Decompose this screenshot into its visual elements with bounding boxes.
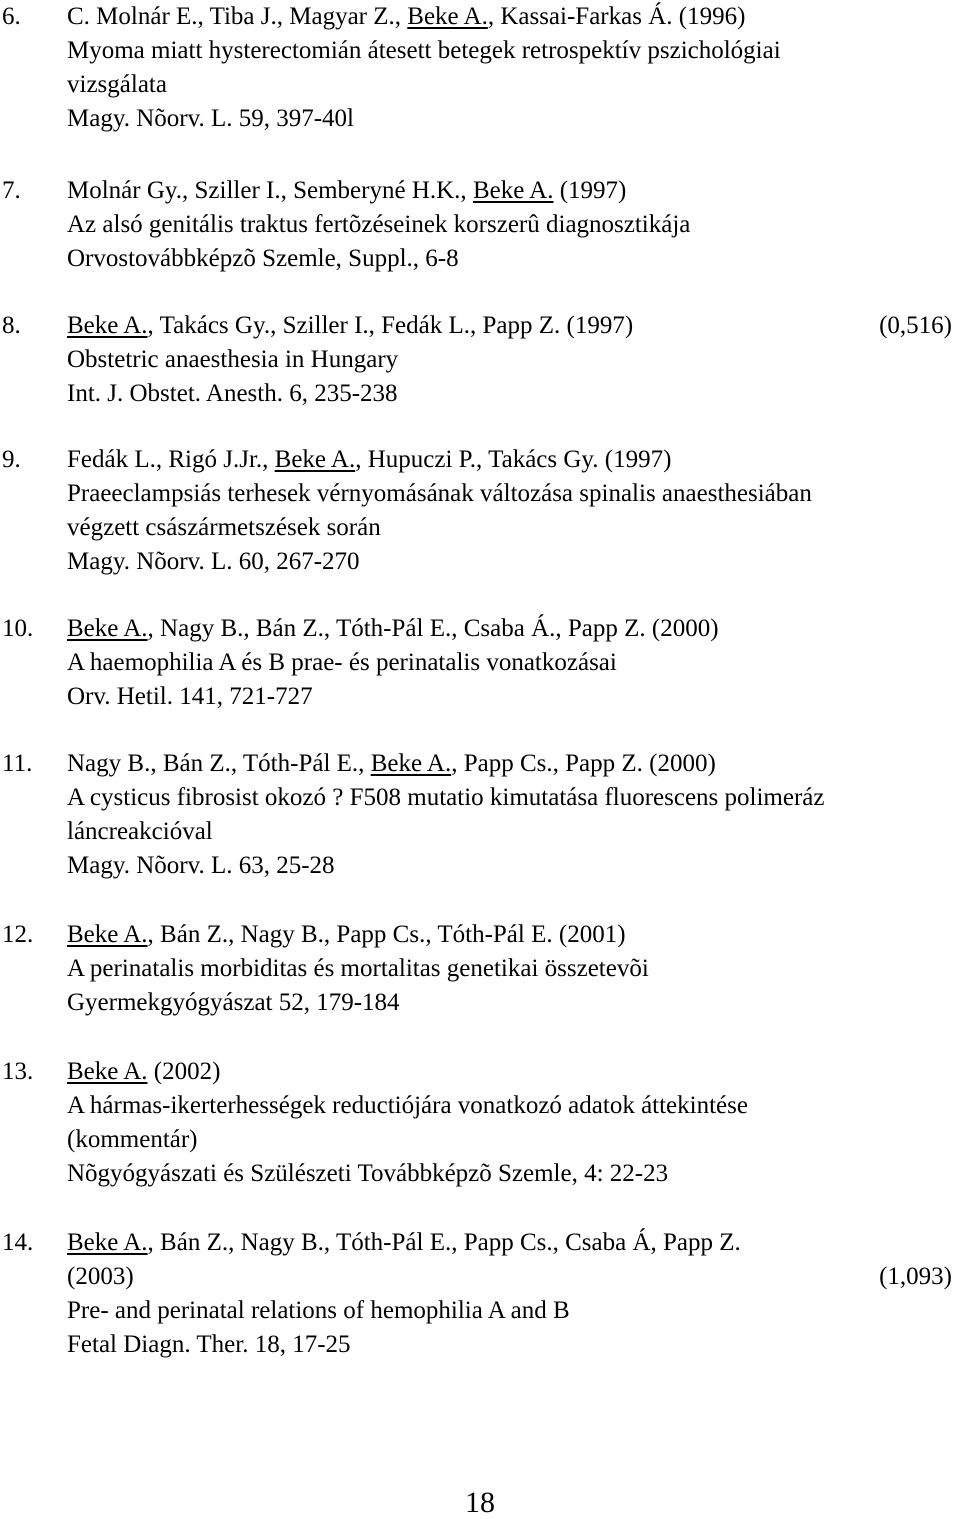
reference-text: Praeeclampsiás terhesek vérnyomásának változása spinalis anaesthesiában <box>67 480 812 507</box>
reference-line <box>0 377 960 411</box>
reference-number: 9. <box>2 446 21 473</box>
reference-text: Orv. Hetil. 141, 721-727 <box>67 683 313 710</box>
author-highlight: Beke A. <box>67 1058 148 1085</box>
reference-text: (kommentár) <box>67 1126 198 1153</box>
reference-line <box>0 1123 960 1157</box>
reference-text: Nõgyógyászati és Szülészeti Továbbképzõ Szemle, 4: 22-23 <box>67 1160 669 1187</box>
reference-number: 13. <box>2 1058 34 1085</box>
reference-text: Pre- and perinatal relations of hemophilia A and B <box>67 1297 570 1324</box>
reference-line <box>0 918 960 952</box>
reference-text: Beke A., Nagy B., Bán Z., Tóth-Pál E., Csaba Á., Papp Z. (2000) <box>67 615 719 642</box>
reference-text: (2003) <box>67 1263 134 1290</box>
reference-text: Myoma miatt hysterectomián átesett betegek retrospektív pszichológiai <box>67 37 781 64</box>
reference-entry <box>0 1055 960 1191</box>
reference-text: Beke A., Takács Gy., Sziller I., Fedák L., Papp Z. (1997) <box>67 312 634 339</box>
reference-text: végzett császármetszések során <box>67 514 381 541</box>
reference-text: Nagy B., Bán Z., Tóth-Pál E., Beke A., Papp Cs., Papp Z. (2000) <box>67 750 716 777</box>
reference-line <box>0 443 960 477</box>
reference-line <box>0 343 960 377</box>
reference-line <box>0 309 960 343</box>
reference-entry <box>0 174 960 276</box>
reference-text: Beke A., Bán Z., Nagy B., Tóth-Pál E., Papp Cs., Csaba Á, Papp Z. <box>67 1229 741 1256</box>
reference-text: A haemophilia A és B prae- és perinatalis vonatkozásai <box>67 649 617 676</box>
reference-line <box>0 646 960 680</box>
reference-line <box>0 680 960 714</box>
reference-line <box>0 68 960 102</box>
reference-line <box>0 174 960 208</box>
reference-line <box>0 1226 960 1260</box>
author-highlight: Beke A. <box>67 615 148 642</box>
reference-line <box>0 986 960 1020</box>
reference-number: 11. <box>2 750 33 777</box>
reference-line <box>0 477 960 511</box>
reference-line <box>0 208 960 242</box>
reference-text: vizsgálata <box>67 71 167 98</box>
reference-entry <box>0 612 960 714</box>
reference-text: Fedák L., Rigó J.Jr., Beke A., Hupuczi P., Takács Gy. (1997) <box>67 446 672 473</box>
reference-line <box>0 1260 960 1294</box>
reference-entry <box>0 918 960 1020</box>
reference-line <box>0 1328 960 1362</box>
author-highlight: Beke A. <box>67 312 148 339</box>
reference-number: 10. <box>2 615 34 642</box>
reference-number: 7. <box>2 177 21 204</box>
reference-line <box>0 1055 960 1089</box>
reference-line <box>0 1089 960 1123</box>
reference-line <box>0 545 960 579</box>
author-highlight: Beke A. <box>67 1229 148 1256</box>
reference-line <box>0 0 960 34</box>
reference-line <box>0 781 960 815</box>
reference-text: láncreakcióval <box>67 818 213 845</box>
reference-text: Gyermekgyógyászat 52, 179-184 <box>67 989 400 1016</box>
reference-line <box>0 815 960 849</box>
reference-text: Molnár Gy., Sziller I., Semberyné H.K., Beke A. (1997) <box>67 177 627 204</box>
reference-number: 8. <box>2 312 21 339</box>
reference-text: A hármas-ikerterhességek reductiójára vonatkozó adatok áttekintése <box>67 1092 748 1119</box>
author-highlight: Beke A. <box>472 177 554 204</box>
reference-text: Beke A., Bán Z., Nagy B., Papp Cs., Tóth-Pál E. (2001) <box>67 921 626 948</box>
reference-text: Az alsó genitális traktus fertõzéseinek korszerû diagnosztikája <box>67 211 691 238</box>
reference-line <box>0 612 960 646</box>
reference-text: Int. J. Obstet. Anesth. 6, 235-238 <box>67 380 398 407</box>
reference-entry <box>0 747 960 883</box>
reference-entry <box>0 0 960 136</box>
reference-text: Beke A. (2002) <box>67 1058 221 1085</box>
page-number: 18 <box>465 1486 495 1519</box>
reference-line <box>0 102 960 136</box>
reference-line <box>0 242 960 276</box>
reference-line <box>0 849 960 883</box>
reference-line <box>0 511 960 545</box>
reference-text: Magy. Nõorv. L. 63, 25-28 <box>67 852 335 879</box>
reference-line <box>0 34 960 68</box>
impact-factor: (0,516) <box>879 312 952 339</box>
reference-number: 6. <box>2 3 21 30</box>
reference-line <box>0 952 960 986</box>
reference-text: A cysticus fibrosist okozó ? F508 mutatio kimutatása fluorescens polimeráz <box>67 784 825 811</box>
reference-text: Fetal Diagn. Ther. 18, 17-25 <box>67 1331 351 1358</box>
reference-number: 12. <box>2 921 34 948</box>
author-highlight: Beke A. <box>370 750 452 777</box>
impact-factor: (1,093) <box>879 1263 952 1290</box>
reference-text: A perinatalis morbiditas és mortalitas genetikai összetevõi <box>67 955 649 982</box>
reference-entry <box>0 309 960 411</box>
reference-entry <box>0 443 960 579</box>
author-highlight: Beke A. <box>67 921 148 948</box>
reference-text: Obstetric anaesthesia in Hungary <box>67 346 399 373</box>
reference-text: Orvostovábbképzõ Szemle, Suppl., 6-8 <box>67 245 459 272</box>
reference-line <box>0 1294 960 1328</box>
reference-text: Magy. Nõorv. L. 60, 267-270 <box>67 548 360 575</box>
reference-line <box>0 1157 960 1191</box>
reference-text: Magy. Nõorv. L. 59, 397-40l <box>67 105 354 132</box>
author-highlight: Beke A. <box>274 446 356 473</box>
reference-line <box>0 747 960 781</box>
reference-number: 14. <box>2 1229 34 1256</box>
reference-text: C. Molnár E., Tiba J., Magyar Z., Beke A., Kassai-Farkas Á. (1996) <box>67 3 746 30</box>
reference-entry <box>0 1226 960 1362</box>
author-highlight: Beke A. <box>407 3 488 30</box>
